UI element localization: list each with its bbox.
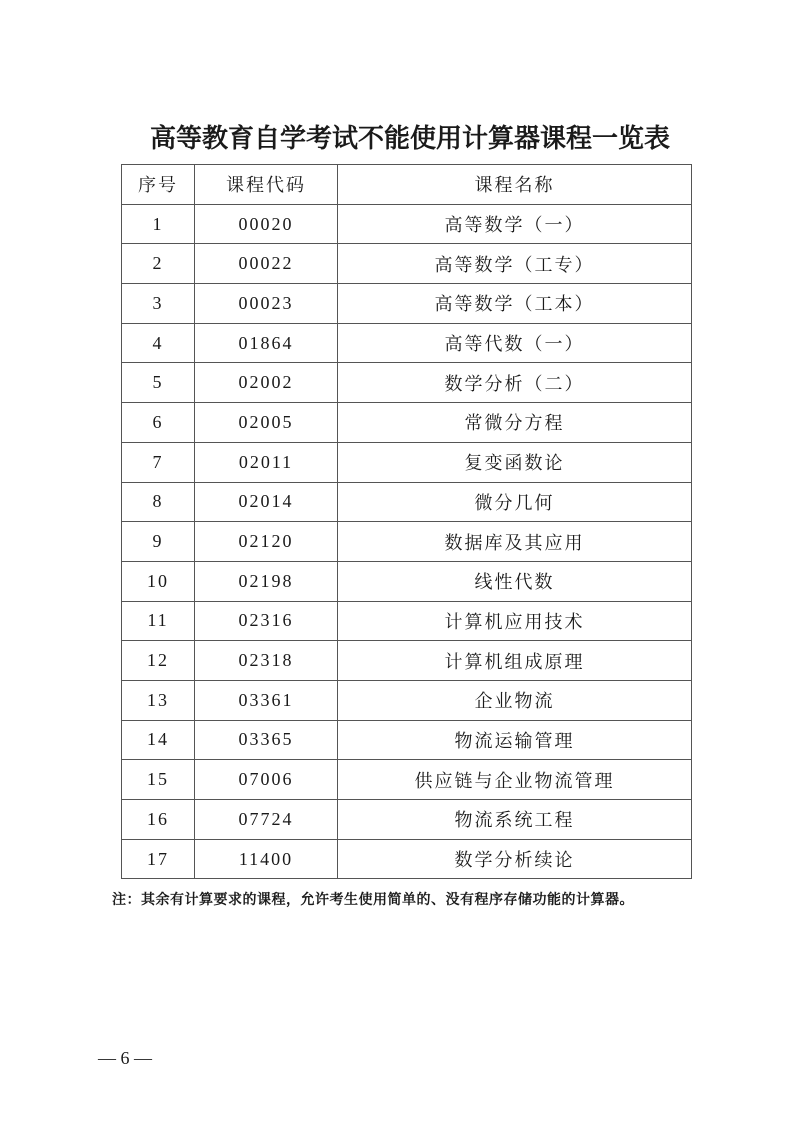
header-serial: 序号 <box>122 165 195 205</box>
row-course-code: 07724 <box>195 800 338 840</box>
row-serial: 5 <box>122 363 195 403</box>
row-course-name: 数学分析（二） <box>338 363 692 403</box>
row-course-code: 02316 <box>195 601 338 641</box>
row-course-code: 07006 <box>195 760 338 800</box>
row-course-code: 11400 <box>195 839 338 879</box>
table-row <box>122 720 692 760</box>
table-row <box>122 204 692 244</box>
row-serial: 17 <box>122 839 195 879</box>
table-row <box>122 760 692 800</box>
row-course-name: 微分几何 <box>338 482 692 522</box>
row-course-name: 物流系统工程 <box>338 800 692 840</box>
row-course-code: 02014 <box>195 482 338 522</box>
row-course-name: 高等代数（一） <box>338 323 692 363</box>
table-row <box>122 522 692 562</box>
table-row <box>122 442 692 482</box>
row-course-name: 高等数学（一） <box>338 204 692 244</box>
row-course-name: 高等数学（工本） <box>338 284 692 324</box>
row-course-code: 03365 <box>195 720 338 760</box>
row-serial: 9 <box>122 522 195 562</box>
table-row <box>122 363 692 403</box>
row-course-code: 02318 <box>195 641 338 681</box>
row-serial: 10 <box>122 561 195 601</box>
row-course-code: 00020 <box>195 204 338 244</box>
page-number: — 6 — <box>98 1048 152 1068</box>
table-row <box>122 403 692 443</box>
course-table <box>121 164 692 879</box>
row-serial: 8 <box>122 482 195 522</box>
table-row <box>122 800 692 840</box>
row-serial: 13 <box>122 680 195 720</box>
row-course-name: 供应链与企业物流管理 <box>338 760 692 800</box>
table-row <box>122 323 692 363</box>
table-row <box>122 482 692 522</box>
row-serial: 4 <box>122 323 195 363</box>
row-serial: 15 <box>122 760 195 800</box>
row-serial: 7 <box>122 442 195 482</box>
row-serial: 16 <box>122 800 195 840</box>
row-course-name: 企业物流 <box>338 680 692 720</box>
row-course-code: 03361 <box>195 680 338 720</box>
table-row <box>122 284 692 324</box>
row-serial: 14 <box>122 720 195 760</box>
row-course-name: 数学分析续论 <box>338 839 692 879</box>
row-course-name: 线性代数 <box>338 561 692 601</box>
row-course-code: 02198 <box>195 561 338 601</box>
header-course-name: 课程名称 <box>338 165 692 205</box>
row-serial: 11 <box>122 601 195 641</box>
table-row <box>122 601 692 641</box>
row-serial: 3 <box>122 284 195 324</box>
row-course-code: 00023 <box>195 284 338 324</box>
row-course-name: 计算机组成原理 <box>338 641 692 681</box>
table-row <box>122 244 692 284</box>
table-header-row <box>122 165 692 205</box>
table-row <box>122 561 692 601</box>
row-course-code: 02120 <box>195 522 338 562</box>
header-course-code: 课程代码 <box>195 165 338 205</box>
table-row <box>122 641 692 681</box>
table-row <box>122 839 692 879</box>
row-course-name: 数据库及其应用 <box>338 522 692 562</box>
row-course-code: 01864 <box>195 323 338 363</box>
page-title: 高等教育自学考试不能使用计算器课程一览表 <box>149 124 670 154</box>
row-serial: 2 <box>122 244 195 284</box>
footnote: 注：其余有计算要求的课程，允许考生使用简单的、没有程序存储功能的计算器。 <box>112 892 634 908</box>
row-course-code: 02005 <box>195 403 338 443</box>
row-course-code: 02011 <box>195 442 338 482</box>
row-course-name: 计算机应用技术 <box>338 601 692 641</box>
row-course-name: 复变函数论 <box>338 442 692 482</box>
row-course-code: 02002 <box>195 363 338 403</box>
row-course-name: 常微分方程 <box>338 403 692 443</box>
row-course-code: 00022 <box>195 244 338 284</box>
table-row <box>122 680 692 720</box>
row-course-name: 物流运输管理 <box>338 720 692 760</box>
row-serial: 12 <box>122 641 195 681</box>
row-serial: 6 <box>122 403 195 443</box>
row-course-name: 高等数学（工专） <box>338 244 692 284</box>
row-serial: 1 <box>122 204 195 244</box>
